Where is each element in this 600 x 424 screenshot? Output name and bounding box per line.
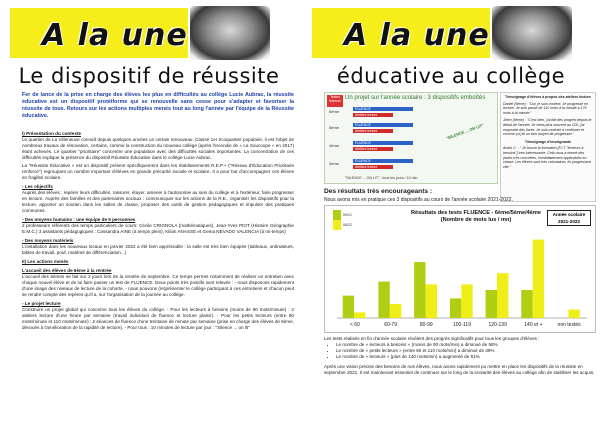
portrait-image (190, 6, 270, 60)
portrait-image-2 (492, 6, 572, 60)
bar-jun22-4 (497, 273, 508, 318)
diagram-footer: "SILENCE ... ON LIT" : tous les jours / 10 min (345, 176, 418, 180)
bar-jun22-1 (390, 304, 401, 318)
section-heading: - Les objectifs (22, 184, 53, 189)
atelier-bar: Ateliers lecture (353, 113, 393, 117)
bar-jun22-2 (426, 284, 437, 318)
summary-intro: Les tests réalisés en fin d'année scolaire révèlent des progrès significatifs pour tous les groupes d'élèves : (324, 336, 540, 341)
school-year-box: Année scolaire 2021-2022 (547, 210, 591, 226)
diagram-title: Un projet sur l'année scolaire : 3 dispositifs emboîtés (345, 95, 486, 101)
fluence-chart (324, 205, 596, 333)
testimonials-heading: Témoignage d'élèves à propos des ateliers lecture (505, 95, 591, 99)
summary-item: • Le nombre de « lecteurs à besoins » (moins de 90 mots/min) a diminué de 58% (336, 342, 596, 348)
bar-sep21-2 (414, 262, 425, 318)
summary-list (324, 342, 596, 360)
diagram-row-6eme: 6ème (329, 109, 340, 114)
intro-paragraph: Fer de lance de la prise en charge des élèves les plus en difficultés au collège Lucie Aubrac, la réussite éducative est un dispositif protéiforme qui se renouvelle sans cesse pour s'adapter et favoriser la réussite de tous. Retours sur les actions multiples menés tout au long l'année par l'équipe de la Réussite éducative. (22, 92, 294, 119)
section-heading: II) Les actions menés (22, 259, 69, 264)
x-tick-label: 100-119 (453, 322, 471, 328)
section-paragraph: 2 professeurs référents des temps particuliers de cours: Cécile CRIGNOLA (mathématiques), Jean-Yves PIOT (Histoire Géographie E.M.C.) 3 assistants pédagogiques : Cassandra AINE (à temps plein), Kilian ANASSE et Gema NEVADO VALENCIA (à mi-temps) (22, 223, 294, 234)
project-diagram (324, 92, 498, 184)
headline-title: A la une (42, 18, 188, 53)
atelier-bar: Ateliers lecture (353, 129, 393, 133)
section-paragraph: L'accueil des 6èmes se fait sur 2 jours lors de la rentrée de septembre. Ce temps permet notamment de réaliser un entretien avec chaque nouvel élève et de lui faire passer un test de FLUENCE. Deux points très positifs sont relevés : - nous disposons rapidement d'une image des niveaux de lecture de la cohorte, - nous pouvons (re)présenter le collège participant à ces entretiens et chacun peut se rendre compte des repères qu'il a, sur l'organisation de la journée au collège. (22, 274, 294, 297)
fluence-bar: FLUENCE (353, 107, 413, 111)
bar-sep21-4 (486, 290, 497, 318)
section-heading: - Le projet lecture (22, 301, 61, 306)
bar-sep21-3 (450, 298, 461, 318)
x-tick-label: 60-79 (384, 322, 397, 328)
fluence-bar: FLUENCE (353, 123, 413, 127)
legend-label: 09/21 (343, 212, 352, 217)
testimonial-quote: Daniel (5ème) : "Oui, je suis content. Je progresse en lecture. Je suis passé de 110 mots à la minute à 170 mots à la minute." (503, 101, 589, 115)
summary-item: • Le nombre de « petits lecteurs » (entre 90 et 110 mots/min) a diminué de 39% (336, 348, 596, 354)
bar-sep21-5 (521, 290, 532, 318)
right-page (302, 0, 600, 424)
testimonial-quote: Jihen (6ème) : "C'est bien, j'ai fait des progrès depuis le début de l'année. Je viens plus souvent au CDI, j'ai emprunté des livres. Je suis motivée à continuer et comme ça j'ai un bon moyen de progresser." (503, 118, 592, 137)
chart-title-line: Résultats des tests FLUENCE - 6ème/5ème/4ème (411, 210, 541, 216)
bar-sep21-0 (343, 296, 354, 318)
fluence-bar: FLUENCE (353, 141, 413, 145)
article-body (22, 128, 294, 333)
section-paragraph: Le quartier de La Villeneuve connaît depuis quelques années un certain renouveau. Classé 1er écoquartier populaire, il est l'objet de nombreux travaux de rénovation, certains, comme la construction du nouveau collège (après l'incendie de « La Soucoupe » en 2017) étant achevés. Le quartier "prioritaire" concentre une population avec des difficultés sociales importantes. La concentration de ces difficultés explique la présence du dispositif Réussite Éducative dans le collège Lucie Aubrac. (22, 137, 294, 160)
section-heading: I) Présentation du contexte (22, 131, 81, 136)
fluence-bar: FLUENCE (353, 159, 413, 163)
teacher-heading: Témoignage d'enseignante (524, 139, 572, 144)
diagram-row-5eme: 5ème (329, 125, 340, 130)
section-heading: - Des moyens matériels (22, 238, 74, 243)
conclusion-paragraph: Après une vision précise des besoins de nos élèves, nous avons rapidement pu mettre en place les dispositifs de la réussite en septembre 2021. Il est maintenant essentiel de continuer sur le long de la scolarité des élèves au collège afin de stabiliser les acquis. (324, 364, 595, 375)
results-summary (324, 336, 596, 376)
atelier-bar: Ateliers lecture (353, 165, 393, 169)
x-tick-label: 120-139 (488, 322, 507, 328)
bar-sep21-1 (378, 282, 389, 318)
results-heading: Des résultats très encourageants : (324, 188, 433, 195)
legend-label: 06/22 (343, 222, 352, 227)
x-tick-label: 80-99 (419, 322, 433, 328)
x-tick-label: non testés (557, 322, 581, 328)
bar-jun22-0 (354, 312, 365, 318)
section-heading: L'accueil des élèves de 6ème à la rentrée (22, 268, 112, 273)
summary-item: • Le nombre de « lecteurs » (plus de 140 mots/min) a augmenté de 51% (336, 354, 596, 360)
results-subheading: Nous avons mis en pratique ces 3 dispositifs au cours de l'année scolaire 2021-2022. (324, 197, 513, 203)
silence-note: "SILENCE ... ON LIT" (445, 122, 485, 141)
chart-plot (325, 206, 597, 334)
headline-banner (10, 8, 188, 58)
page-subtitle-2: éducative au collège (336, 64, 566, 88)
atelier-bar: Ateliers lecture (353, 147, 393, 151)
bar-jun22-6 (568, 310, 579, 318)
headline-title-2: A la une (344, 18, 490, 53)
headline-banner-2 (312, 8, 490, 58)
diagram-tag: Textes lecteurs (327, 95, 343, 107)
testimonials-box (500, 92, 596, 202)
page-subtitle: Le dispositif de réussite (18, 64, 280, 88)
section-paragraph: La "Réussite Éducative » est un dispositif présent spécifiquement dans les établissements R.E.P.+ ("Réseau d'Éducation Prioritaire renforcé") regroupant un nombre important d'élèves en grande précarité sociale et scolaire. Il a pour but d'accompagner ces élèves en fragilité scolaire. (22, 163, 294, 180)
left-page (0, 0, 298, 424)
bar-jun22-5 (533, 240, 544, 318)
diagram-row-3eme: 3ème (329, 161, 340, 166)
section-paragraph: L'installation dans les nouveaux locaux en janvier 2022 a été bien appréciable : la salle est très bien équipée (tableaux, ordinateurs, tables de travail, pouf, matériel de différenciation...) (22, 244, 294, 255)
x-tick-label: < 60 (349, 322, 360, 328)
section-paragraph: Construire un projet global qui concerne tous les élèves du collège. - Pour les lecteurs à besoins (moins de 90 mots/minute) : 2 ateliers lecture d'une heure par semaine (travail individuel de fluence et lecture plaisir). - Pour les petits lecteurs (entre 90 mots/minute et 110 mots/minute) : 2 séances de fluence d'une trentaine de minute par semaine (prise en charge des élèves de 6ème, dévoués à l'amélioration de la rapidité de lecture). - Pour tous : 10 minutes de lecture par jour : "Silence ... on lit" (22, 307, 294, 330)
bar-jun22-3 (461, 284, 472, 318)
chart-subtitle-line: (Nombre de mots lus / mn) (440, 217, 512, 223)
x-tick-label: 140 et + (524, 322, 543, 328)
section-heading: - Des moyens humains : une équipe de 5 personnes (22, 217, 136, 222)
section-paragraph: Auprès des élèves : repérer leurs difficultés, rassurer, étayer, amener à l'autonomie au sein du collège et à l'extérieur, faire progresser en lecture. Auprès des familles et des partenaires sociaux : communiquer sur les actions de la R.E., organiser les dispositifs pour la lecture, apporter un soutien dans les salles de classe, proposer des outils de gestion pédagogiques et impulser des pratiques communes. (22, 190, 294, 213)
diagram-row-4eme: 4ème (329, 143, 340, 148)
teacher-quote: Anaïs C. : " Je trouve la formation [F.I.T "lecteurs à besoins"] très intéressante. Cela nous a donné des pistes très concrètes, immédiatement applicables en classe. Les élèves sont très volontaires, ils progressent vite." (503, 146, 591, 169)
